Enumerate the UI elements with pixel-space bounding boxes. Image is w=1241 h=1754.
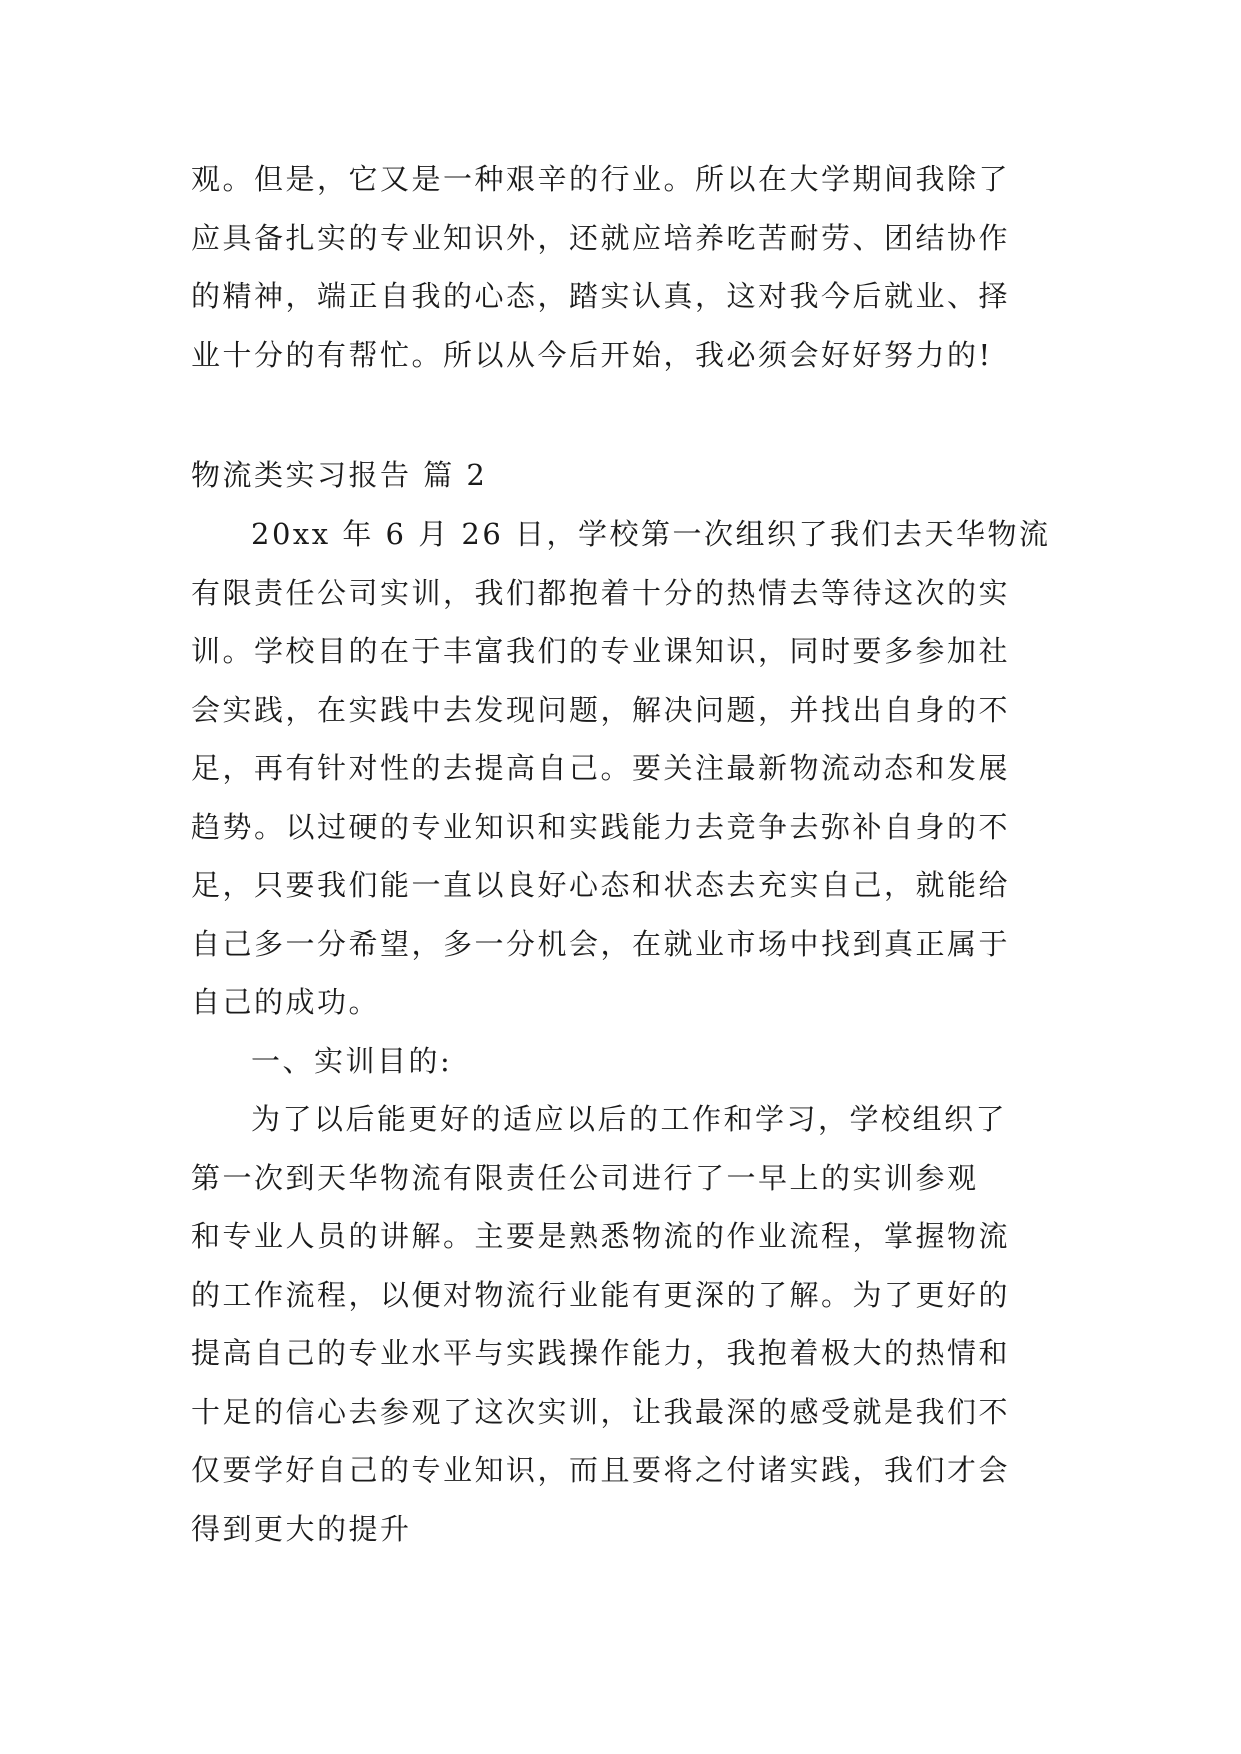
text-line: 训。学校目的在于丰富我们的专业课知识，同时要多参加社 — [191, 634, 1011, 668]
text-line: 业十分的有帮忙。所以从今后开始，我必须会好好努力的! — [191, 337, 993, 372]
text-line: 自己多一分希望，多一分机会，在就业市场中找到真正属于 — [191, 926, 1011, 961]
text-line: 和专业人员的讲解。主要是熟悉物流的作业流程，掌握物流 — [191, 1219, 1011, 1253]
text-line: 趋势。以过硬的专业知识和实践能力去竞争去弥补自身的不 — [191, 809, 1011, 844]
text-line: 自己的成功。 — [191, 985, 381, 1019]
text-line: 提高自己的专业水平与实践操作能力，我抱着极大的热情和 — [191, 1336, 1011, 1370]
text-line: 仅要学好自己的专业知识，而且要将之付诸实践，我们才会 — [191, 1453, 1011, 1487]
text-line: 足，只要我们能一直以良好心态和状态去充实自己，就能给 — [191, 868, 1011, 902]
text-line: 20xx 年 6 月 26 日，学校第一次组织了我们去天华物流 — [251, 517, 1051, 551]
text-line: 应具备扎实的专业知识外，还就应培养吃苦耐劳、团结协作 — [191, 220, 1011, 255]
text-line: 十足的信心去参观了这次实训，让我最深的感受就是我们不 — [191, 1394, 1011, 1429]
text-line: 观。但是，它又是一种艰辛的行业。所以在大学期间我除了 — [191, 162, 1011, 196]
text-line: 有限责任公司实训，我们都抱着十分的热情去等待这次的实 — [191, 575, 1011, 610]
text-line: 的精神，端正自我的心态，踏实认真，这对我今后就业、择 — [191, 279, 1011, 313]
continuation-paragraph — [191, 150, 1051, 384]
body-text — [191, 505, 1051, 1558]
text-line: 足，再有针对性的去提高自己。要关注最新物流动态和发展 — [191, 751, 1011, 785]
text-line: 得到更大的提升 — [191, 1511, 412, 1546]
paragraph-2 — [191, 1090, 1051, 1558]
text-line: 的工作流程，以便对物流行业能有更深的了解。为了更好的 — [191, 1277, 1011, 1312]
text-line: 会实践，在实践中去发现问题，解决问题，并找出自身的不 — [191, 692, 1011, 727]
paragraph-1 — [191, 505, 1051, 1032]
text-line: 第一次到天华物流有限责任公司进行了一早上的实训参观 — [191, 1160, 979, 1195]
section-heading: 物流类实习报告 篇 2 — [191, 458, 488, 492]
subheading: 一、实训目的: — [251, 1043, 453, 1078]
section-heading-block — [191, 446, 1051, 505]
text-line: 为了以后能更好的适应以后的工作和学习，学校组织了 — [251, 1102, 1008, 1136]
